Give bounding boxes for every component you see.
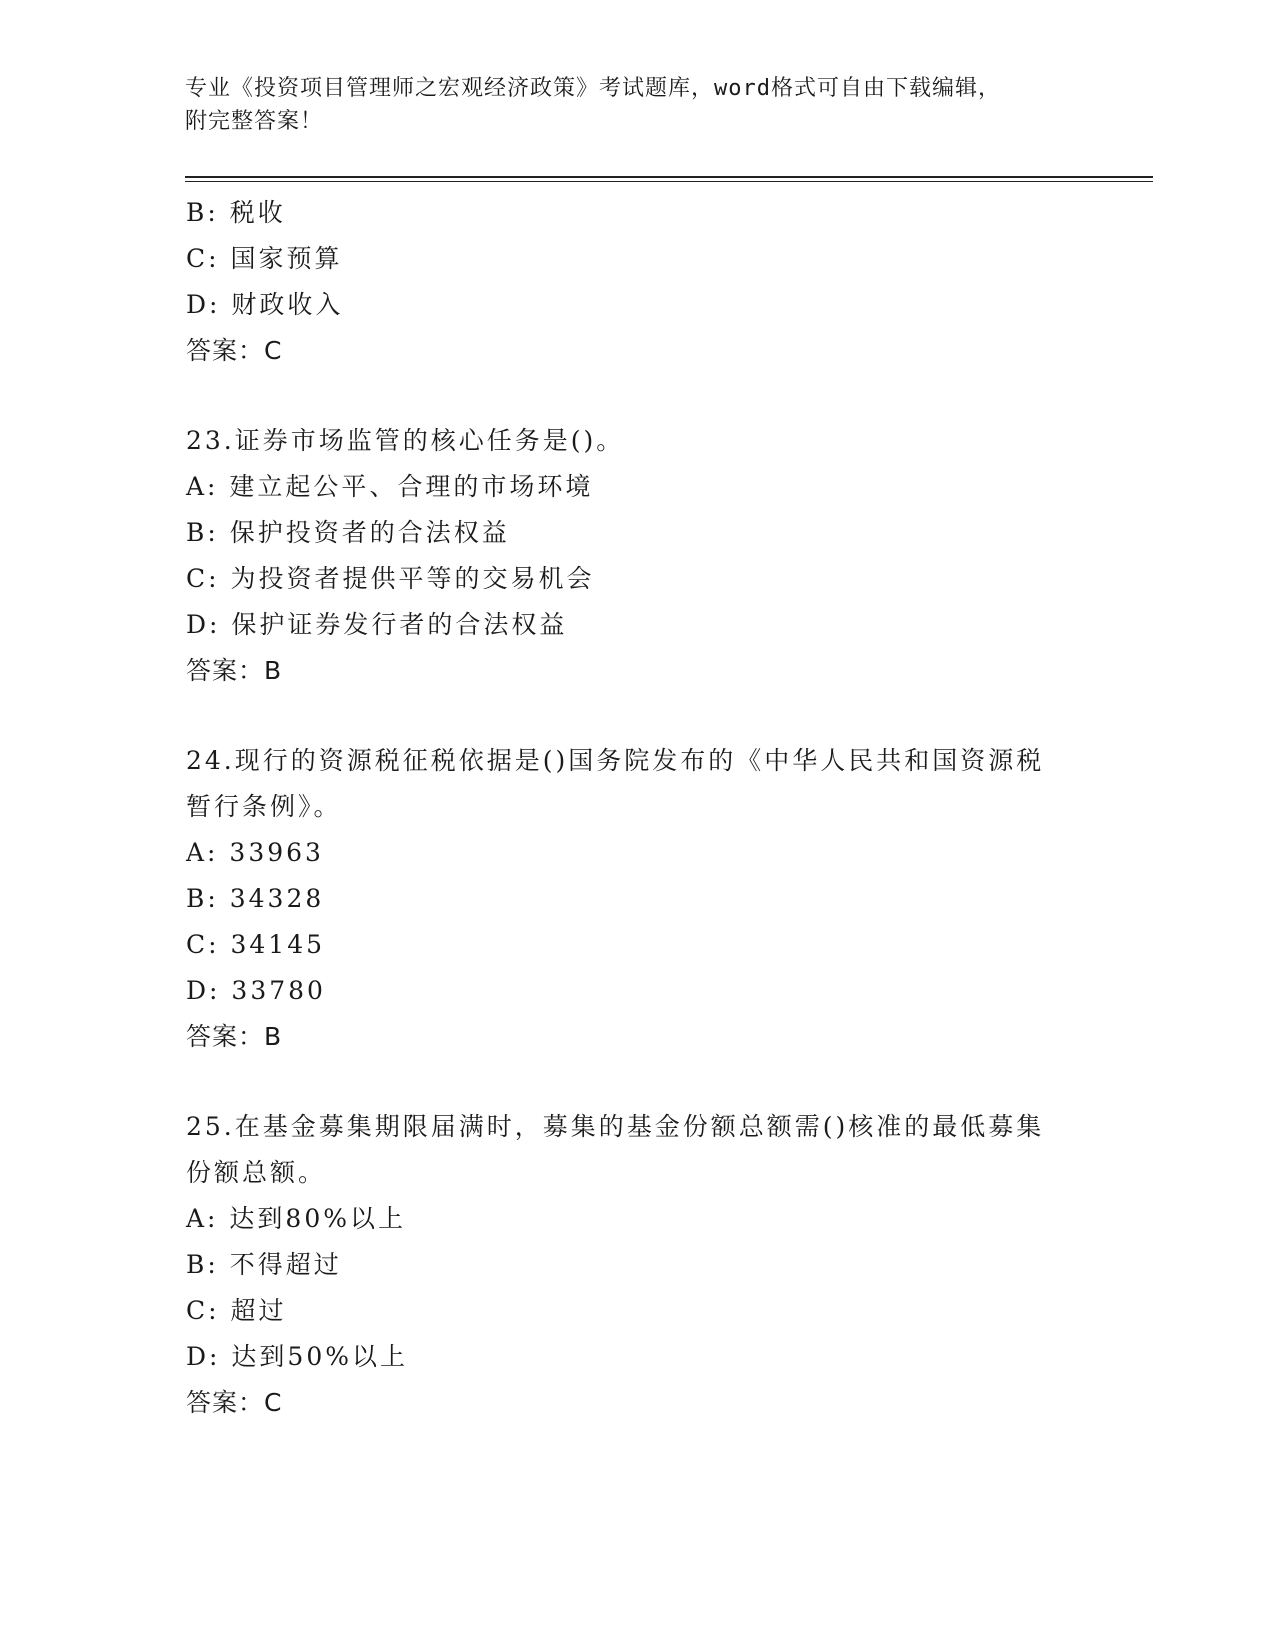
question-text: 23.证券市场监管的核心任务是()。 xyxy=(186,426,625,455)
header-line-1: 专业《投资项目管理师之宏观经济政策》考试题库，word格式可自由下载编辑， xyxy=(185,76,1001,101)
question-text-continued: 份额总额。 xyxy=(186,1158,327,1187)
question-text: 24.现行的资源税征税依据是()国务院发布的《中华人民共和国资源税 xyxy=(186,746,1045,775)
header-divider-thick xyxy=(185,176,1153,178)
question-gap xyxy=(186,1060,1086,1104)
question-gap xyxy=(186,694,1086,738)
option-a: A: 达到80%以上 xyxy=(186,1204,406,1233)
option-c: C: 超过 xyxy=(186,1296,287,1325)
answer-line: 答案：B xyxy=(186,1022,283,1051)
option-c: C: 34145 xyxy=(186,930,326,959)
question-24 xyxy=(186,738,1086,1060)
option-c: C: 国家预算 xyxy=(186,244,343,273)
question-fragment xyxy=(186,190,1086,374)
header-line-2: 附完整答案！ xyxy=(185,109,324,134)
answer-line: 答案：C xyxy=(186,1388,283,1417)
option-d: D: 33780 xyxy=(186,976,326,1005)
question-text: 25.在基金募集期限届满时，募集的基金份额总额需()核准的最低募集 xyxy=(186,1112,1045,1141)
option-d: D: 达到50%以上 xyxy=(186,1342,408,1371)
option-b: B: 不得超过 xyxy=(186,1250,342,1279)
option-b: B: 税收 xyxy=(186,198,286,227)
question-23 xyxy=(186,418,1086,694)
option-a: A: 33963 xyxy=(186,838,324,867)
option-a: A: 建立起公平、合理的市场环境 xyxy=(186,472,594,501)
question-list xyxy=(186,190,1086,1426)
option-d: D: 财政收入 xyxy=(186,290,344,319)
answer-line: 答案：B xyxy=(186,656,283,685)
header-divider-thin xyxy=(185,181,1153,182)
option-b: B: 34328 xyxy=(186,884,325,913)
question-gap xyxy=(186,374,1086,418)
option-b: B: 保护投资者的合法权益 xyxy=(186,518,510,547)
option-c: C: 为投资者提供平等的交易机会 xyxy=(186,564,595,593)
question-25 xyxy=(186,1104,1086,1426)
option-d: D: 保护证券发行者的合法权益 xyxy=(186,610,568,639)
document-header xyxy=(185,72,1085,138)
answer-line: 答案：C xyxy=(186,336,283,365)
question-text-continued: 暂行条例》。 xyxy=(186,792,342,821)
